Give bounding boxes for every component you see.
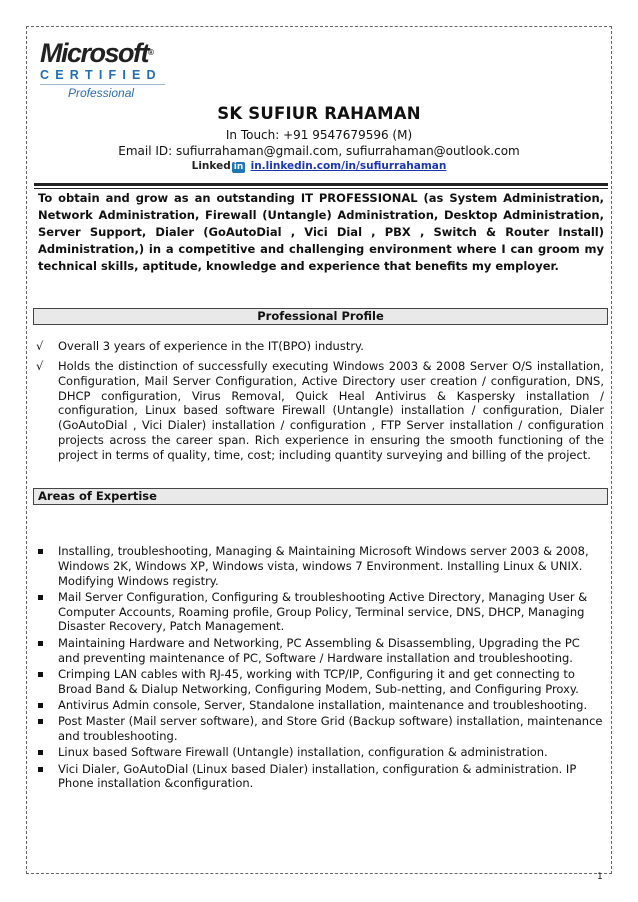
page-number: 1 — [597, 872, 603, 882]
list-item — [36, 745, 604, 760]
header-divider-thick — [34, 183, 608, 186]
list-item — [36, 544, 604, 588]
expertise-list — [36, 544, 604, 793]
email-line: Email ID: sufiurrahaman@gmail.com, sufiurrahaman@outlook.com — [118, 144, 520, 158]
list-item-text: Antivirus Admin console, Server, Standalone installation, maintenance and troubleshooting. — [58, 697, 588, 712]
linkedin-link[interactable]: in.linkedin.com/in/sufiurrahaman — [250, 160, 447, 172]
bullet-icon — [38, 641, 43, 646]
check-icon: √ — [36, 359, 44, 373]
list-item — [36, 636, 604, 666]
list-item-text: Holds the distinction of successfully executing Windows 2003 & 2008 Server O/S installation, Configuration, Mail Server Configuration, Active Directory user creation / configuration, DNS, DHCP configuration, Virus Removal, Quick Heal Antivirus & Kaspersky installation / configuration, Linux based software Firewall (Untangle) installation / configuration, Dialer (GoAutoDial , Vici Dialer) installation / configuration , FTP Server installation / configuration projects across the career span. Rich experience in ensuring the smooth functioning of the project in terms of quality, time, cost; including quantity surveying and billing of the project. — [58, 359, 604, 462]
linkedin-wordmark: Linked — [191, 160, 231, 172]
list-item — [36, 667, 604, 697]
bullet-icon — [38, 672, 43, 677]
section-heading-areas-of-expertise: Areas of Expertise — [33, 488, 608, 505]
list-item-text: Vici Dialer, GoAutoDial (Linux based Dialer) installation, configuration & administration. IP Phone installation &configuration. — [58, 761, 577, 791]
list-item-text: Maintaining Hardware and Networking, PC Assembling & Disassembling, Upgrading the PC and preventing maintenance of PC, Software / Hardware installation and troubleshooting. — [58, 635, 580, 665]
logo-certified-text: CERTIFIED — [40, 68, 162, 82]
list-item — [36, 590, 604, 634]
logo-professional-text: Professional — [68, 86, 135, 100]
header-divider-thin — [34, 188, 608, 189]
candidate-name: SK SUFIUR RAHAMAN — [217, 104, 421, 123]
bullet-icon — [38, 750, 43, 755]
linkedin-icon: in — [233, 162, 244, 172]
list-item-text: Linux based Software Firewall (Untangle) installation, configuration & administration. — [58, 745, 548, 760]
bullet-icon — [38, 549, 43, 554]
list-item — [36, 359, 604, 463]
linkedin-row — [0, 160, 638, 173]
objective-statement: To obtain and grow as an outstanding IT PROFESSIONAL (as System Administration, Network Administration, Firewall (Untangle) Administration, Desktop Administration, Server Support, Dialer (GoAutoDial , Vici Dial , PBX , Switch & Router Install) Administration,) in a competitive and challenging environment where I can groom my technical skills, aptitude, knowledge and experience that benefits my employer. — [38, 191, 604, 273]
phone-line: In Touch: +91 9547679596 (M) — [225, 128, 413, 142]
list-item-text: Post Master (Mail server software), and Store Grid (Backup software) installation, maintenance and troubleshooting. — [58, 714, 603, 744]
bullet-icon — [38, 595, 43, 600]
list-item — [36, 714, 604, 744]
bullet-icon — [38, 767, 43, 772]
check-icon: √ — [36, 339, 44, 353]
list-item-text: Crimping LAN cables with RJ-45, working with TCP/IP, Configuring it and get connecting to Broad Band & Dialup Networking, Configuring Modem, Sub-netting, and Configuring Proxy. — [58, 666, 579, 696]
microsoft-certified-logo — [40, 40, 170, 102]
list-item-text: Installing, troubleshooting, Managing & Maintaining Microsoft Windows server 2003 & 2008, Windows 2K, Windows XP, Windows vista, windows 7 Environment. Installing Linux & UNIX. Modifying Windows registry. — [58, 544, 589, 588]
bullet-icon — [38, 703, 43, 708]
profile-list-item-1 — [36, 339, 604, 354]
list-item — [36, 698, 604, 713]
section-heading-professional-profile: Professional Profile — [33, 308, 608, 325]
profile-list-item-2 — [36, 359, 604, 463]
bullet-icon — [38, 719, 43, 724]
list-item-text: Mail Server Configuration, Configuring & troubleshooting Active Directory, Managing User & Computer Accounts, Roaming profile, Group Policy, Terminal service, DNS, DHCP, Managing Disaster Recovery, Patch Management. — [58, 589, 588, 634]
list-item-text: Overall 3 years of experience in the IT(BPO) industry. — [58, 339, 364, 353]
list-item — [36, 339, 604, 354]
logo-brand: Microsoft® — [40, 38, 154, 68]
list-item — [36, 762, 604, 792]
